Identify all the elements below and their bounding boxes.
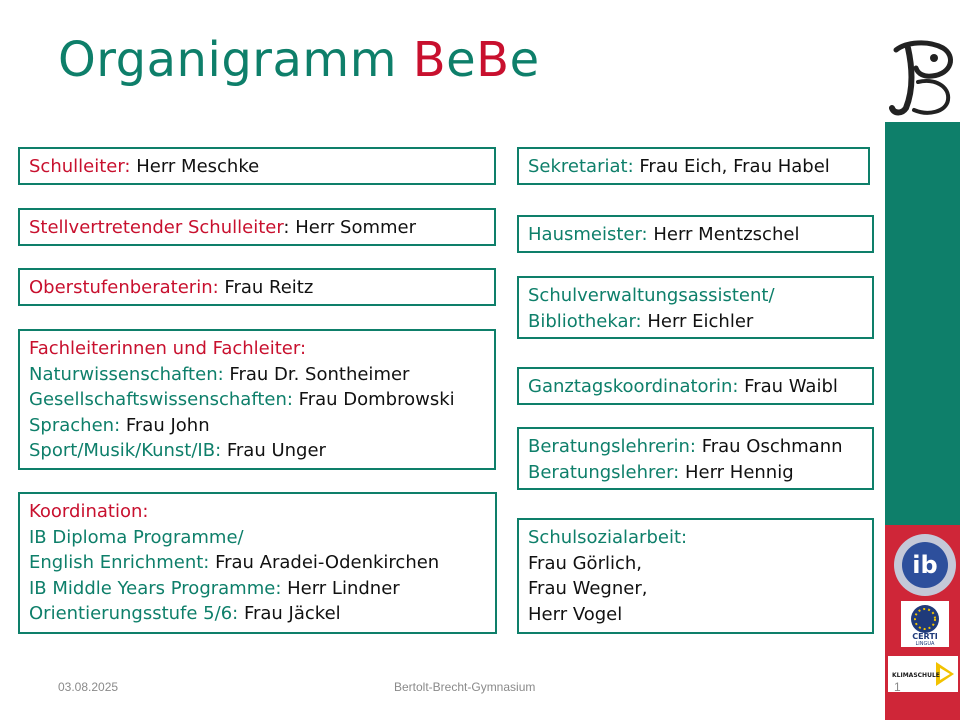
koordination-label: IB Middle Years Programme: [29,577,282,599]
title-letter-b2: B [476,32,510,88]
certi-sub: LINGUA [915,641,935,647]
verwaltung-name: Herr Eichler [641,310,754,332]
beratung-name: Herr Hennig [679,461,794,483]
title-letter-e1: e [446,32,477,88]
stellvertreter-name: : Herr Sommer [283,217,417,238]
sekretariat-name: Frau Eich, Frau Habel [633,156,830,177]
fachleiter-name: Frau Dombrowski [292,389,455,410]
koordination-heading: Koordination: [29,501,149,522]
certi-text: CERTI [912,632,938,641]
sozial-label: Schulsozialarbeit: [528,527,688,548]
fachleiter-label: Gesellschaftswissenschaften: [29,389,293,410]
fachleiter-name: Frau Unger [221,440,326,461]
title-letter-e2: e [509,32,540,88]
koordination-label: English Enrichment: [29,552,210,573]
fachleiter-item [29,387,485,413]
footer-school: Bertolt-Brecht-Gymnasium [394,680,536,694]
fachleiter-heading: Fachleiterinnen und Fachleiter: [29,338,307,359]
fachleiter-label: Naturwissenschaften: [29,363,224,385]
box-stellvertreter [18,208,496,246]
koordination-line1: IB Diploma Programme/ [29,526,244,548]
koordination-name: Herr Lindner [281,577,400,599]
verwaltung-line1: Schulverwaltungsassistent/ [528,285,775,306]
box-verwaltung [517,276,874,339]
ganztag-label: Ganztagskoordinatorin: [528,376,739,397]
beratung-name: Frau Oschmann [695,436,843,457]
box-oberstufe [18,268,496,306]
ib-logo-text: ib [902,542,948,588]
footer-date: 03.08.2025 [58,680,119,694]
fachleiter-item [29,438,485,464]
schulleiter-name: Herr Meschke [130,156,260,177]
sozial-name: Frau Görlich, [528,552,642,574]
box-fachleiter [18,329,496,470]
title-letter-b1: B [412,32,447,88]
klima-text: KLIMASCHULE [892,672,940,679]
sozial-name: Herr Vogel [528,603,623,625]
sozial-name: Frau Wegner, [528,578,648,599]
koordination-item [29,601,486,627]
stellvertreter-label: Stellvertretender Schulleiter [29,217,284,238]
beratung-label: Beratungslehrer: [528,461,680,483]
fachleiter-label: Sprachen: [29,414,121,436]
box-beratung [517,427,874,490]
sekretariat-label: Sekretariat: [528,156,634,177]
verwaltung-label: Bibliothekar: [528,310,642,332]
title-text: Organigramm [58,32,413,88]
fachleiter-item [29,413,485,439]
ganztag-name: Frau Waibl [738,376,838,397]
box-ganztag [517,367,874,405]
fachleiter-label: Sport/Musik/Kunst/IB: [29,440,222,461]
beratung-label: Beratungslehrerin: [528,436,696,457]
box-sozial [517,518,874,634]
fachleiter-name: Frau John [120,414,210,436]
koordination-name: Frau Jäckel [238,603,341,624]
hausmeister-label: Hausmeister: [528,224,648,245]
koordination-name: Frau Aradei-Odenkirchen [209,552,440,573]
koordination-item [29,550,486,576]
oberstufe-label: Oberstufenberaterin: [29,277,219,298]
box-sekretariat [517,147,870,185]
oberstufe-name: Frau Reitz [218,277,314,298]
schulleiter-label: Schulleiter: [29,156,131,177]
hausmeister-name: Herr Mentzschel [647,224,800,245]
footer-page-number: 1 [894,680,901,694]
fachleiter-item [29,362,485,388]
fachleiter-name: Frau Dr. Sontheimer [223,363,410,385]
school-logo-icon [888,38,958,118]
box-koordination [18,492,497,634]
certilingua-logo [901,601,949,647]
page-title [58,32,540,88]
koordination-item [29,576,486,602]
box-hausmeister [517,215,874,253]
koordination-label: Orientierungsstufe 5/6: [29,603,239,624]
ib-logo [894,534,956,596]
box-schulleiter [18,147,496,185]
